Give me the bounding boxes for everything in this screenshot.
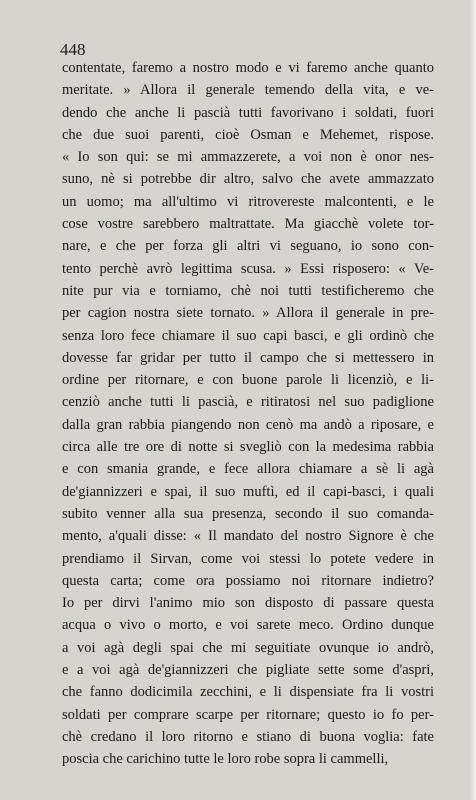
text-line: che fanno dodicimila zecchini, e li dispensiate fra li vostri xyxy=(62,684,434,701)
text-line: de'giannizzeri e spai, il suo muftì, ed il capi-basci, i quali xyxy=(62,483,434,500)
text-line: circa alle tre ore di notte si svegliò con la medesima rabbia xyxy=(62,439,434,456)
text-line: ordine per ritornare, e con buone parole li licenziò, e li- xyxy=(62,372,434,389)
text-line: meritate. » Allora il generale temendo della vita, e ve- xyxy=(62,82,434,99)
text-line: nite pur via e torniamo, chè noi tutti testificheremo che xyxy=(62,282,434,299)
text-line: chè credano il loro ritorno e stiano di buona voglia: fate xyxy=(62,728,434,745)
text-line: acqua o vivo o morto, e voi sarete meco. Ordino dunque xyxy=(62,617,434,634)
text-line: mento, a'quali disse: « Il mandato del nostro Signore è che xyxy=(62,528,434,545)
text-line: « Io son qui: se mi ammazzerete, a voi non è onor nes- xyxy=(62,149,434,166)
text-line: e con smania grande, e fece allora chiamare a sè li agà xyxy=(62,461,434,478)
text-line: a voi agà degli spai che mi seguitiate ovunque io andrò, xyxy=(62,639,434,656)
text-line: senza loro fece chiamare il suo capi basci, e gli ordinò che xyxy=(62,327,434,344)
page-edge xyxy=(468,0,476,800)
text-line: cenziò anche tutti li pascià, e ritiratosi nel suo padiglione xyxy=(62,394,434,411)
text-line: dovesse far gridar per tutto il campo che si mettessero in xyxy=(62,349,434,366)
text-line: questa carta; come ora possiamo noi ritornare indietro? xyxy=(62,572,434,589)
text-line: dalla gran rabbia piangendo non cenò ma andò a riposare, e xyxy=(62,416,434,433)
text-line: subito venner alla sua presenza, secondo il suo comanda- xyxy=(62,505,434,522)
text-line: cose vostre sarebbero maltrattate. Ma giacchè volete tor- xyxy=(62,216,434,233)
text-line: prendiamo il Sirvan, come voi stessi lo potete vedere in xyxy=(62,550,434,567)
text-line: che due suoi parenti, cioè Osman e Mehemet, rispose. xyxy=(62,126,434,143)
text-line: nare, e che per forza gli altri vi seguano, io sono con- xyxy=(62,238,434,255)
text-line: suno, nè si potrebbe dir altro, salvo che avete ammazzato xyxy=(62,171,434,188)
text-line: un uomo; ma all'ultimo vi ritrovereste malcontenti, e le xyxy=(62,193,434,210)
text-line: dendo che anche li pascià tutti favorivano i soldati, fuori xyxy=(62,104,434,121)
text-line: contentate, faremo a nostro modo e vi faremo anche quanto xyxy=(62,60,434,76)
body-text xyxy=(62,57,434,771)
text-line: e a voi agà de'giannizzeri che pigliate sette some d'aspri, xyxy=(62,662,434,679)
text-line: poscia che carichino tutte le loro robe sopra li cammelli, xyxy=(62,751,389,768)
text-line: Io per dirvi l'animo mio son disposto di passare questa xyxy=(62,595,434,612)
page-number: 448 xyxy=(60,40,86,59)
text-line: soldati per comprare scarpe per ritornare; questo io fo per- xyxy=(62,706,434,723)
text-line: per cagion nostra siete tornato. » Allora il generale in pre- xyxy=(62,305,434,322)
text-line: tento perchè avrò legittima scusa. » Essi risposero: « Ve- xyxy=(62,260,434,277)
